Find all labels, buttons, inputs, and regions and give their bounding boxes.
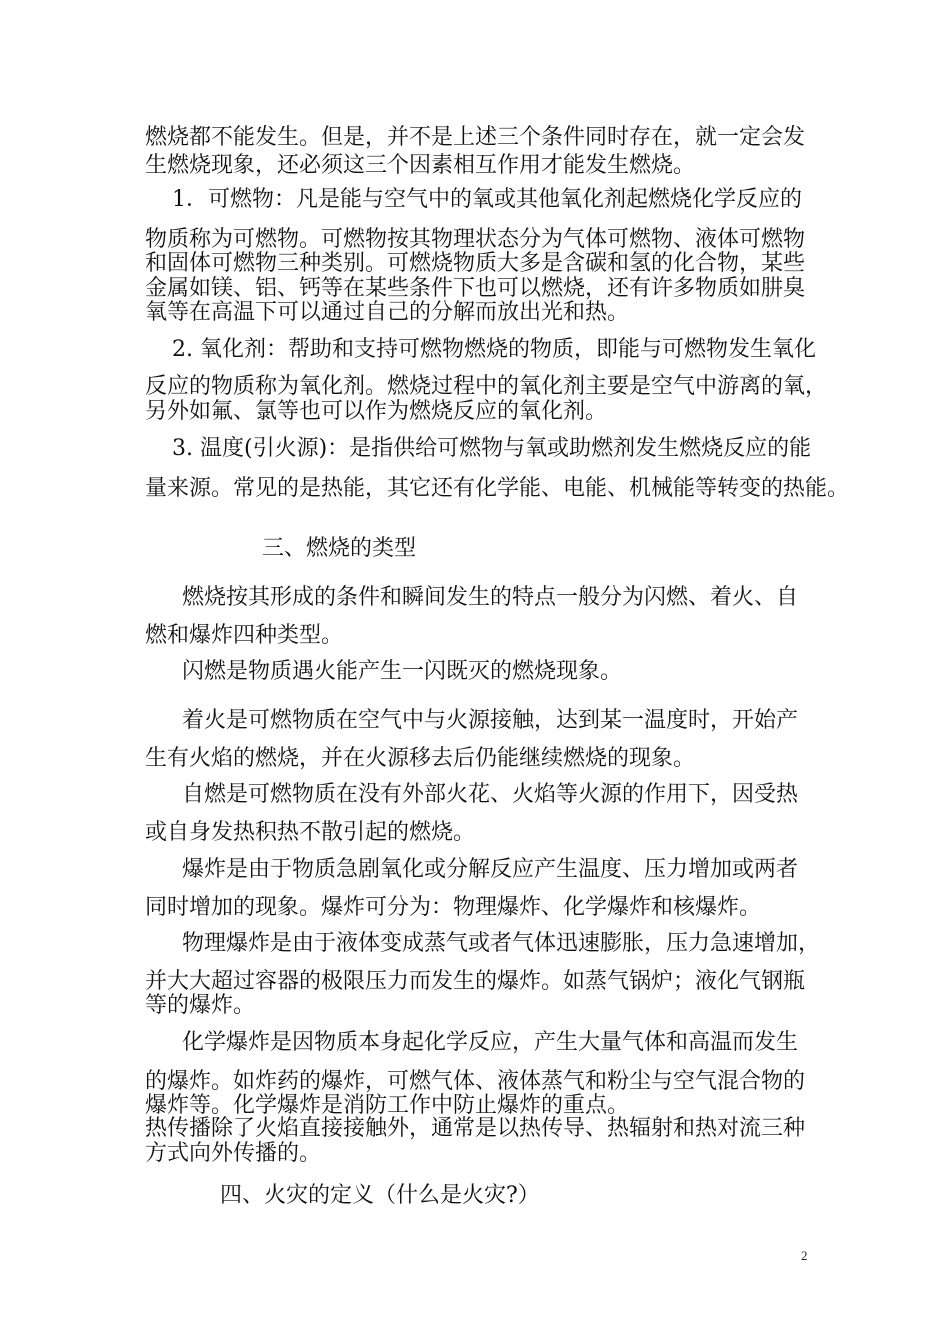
- text-line: 生燃烧现象，还必须这三个因素相互作用才能发生燃烧。: [145, 153, 696, 178]
- text-line: 并大大超过容器的极限压力而发生的爆炸。如蒸气锅炉；液化气钢瓶: [145, 969, 806, 994]
- text-line: 氧等在高温下可以通过自己的分解而放出光和热。: [145, 300, 630, 325]
- text-line: 着火是可燃物质在空气中与火源接触，达到某一温度时，开始产: [182, 708, 799, 733]
- text-line: 闪燃是物质遇火能产生一闪既灭的燃烧现象。: [182, 659, 623, 684]
- text-line: 爆炸等。化学爆炸是消防工作中防止爆炸的重点。: [145, 1093, 630, 1118]
- text-line: 热传播除了火焰直接接触外，通常是以热传导、热辐射和热对流三种: [145, 1116, 806, 1141]
- text-line: 金属如镁、铝、钙等在某些条件下也可以燃烧，还有许多物质如肼臭: [145, 276, 806, 301]
- text-line: 燃和爆炸四种类型。: [145, 623, 344, 648]
- text-line: 反应的物质称为氧化剂。燃烧过程中的氧化剂主要是空气中游离的氧，: [145, 374, 828, 399]
- text-line: 化学爆炸是因物质本身起化学反应，产生大量气体和高温而发生: [182, 1030, 799, 1055]
- text-line: 3. 温度(引火源)：是指供给可燃物与氧或助燃剂发生燃烧反应的能: [172, 436, 812, 461]
- text-line: 燃烧按其形成的条件和瞬间发生的特点一般分为闪燃、着火、自: [182, 585, 799, 610]
- text-line: 量来源。常见的是热能，其它还有化学能、电能、机械能等转变的热能。: [145, 476, 850, 501]
- text-line: 物质称为可燃物。可燃物按其物理状态分为气体可燃物、液体可燃物: [145, 227, 806, 252]
- text-line: 2. 氧化剂：帮助和支持可燃物燃烧的物质，即能与可燃物发生氧化: [172, 337, 816, 362]
- text-line: 同时增加的现象。爆炸可分为：物理爆炸、化学爆炸和核爆炸。: [145, 895, 762, 920]
- section-heading: 三、燃烧的类型: [262, 536, 417, 561]
- text-line: 1．可燃物：凡是能与空气中的氧或其他氧化剂起燃烧化学反应的: [172, 187, 802, 212]
- text-line: 方式向外传播的。: [145, 1141, 322, 1166]
- text-line: 或自身发热积热不散引起的燃烧。: [145, 820, 476, 845]
- text-line: 生有火焰的燃烧，并在火源移去后仍能继续燃烧的现象。: [145, 746, 696, 771]
- section-heading: 四、火灾的定义（什么是火灾?）: [220, 1183, 540, 1208]
- text-line: 等的爆炸。: [145, 993, 256, 1018]
- text-line: 的爆炸。如炸药的爆炸，可燃气体、液体蒸气和粉尘与空气混合物的: [145, 1069, 806, 1094]
- text-line: 另外如氟、氯等也可以作为燃烧反应的氧化剂。: [145, 399, 608, 424]
- text-line: 物理爆炸是由于液体变成蒸气或者气体迅速膨胀，压力急速增加，: [182, 931, 821, 956]
- text-line: 燃烧都不能发生。但是，并不是上述三个条件同时存在，就一定会发: [145, 125, 806, 150]
- page-number: 2: [801, 1248, 808, 1263]
- text-line: 和固体可燃物三种类别。可燃烧物质大多是含碳和氢的化合物，某些: [145, 251, 806, 276]
- text-line: 爆炸是由于物质急剧氧化或分解反应产生温度、压力增加或两者: [182, 857, 799, 882]
- text-line: 自燃是可燃物质在没有外部火花、火焰等火源的作用下，因受热: [182, 782, 799, 807]
